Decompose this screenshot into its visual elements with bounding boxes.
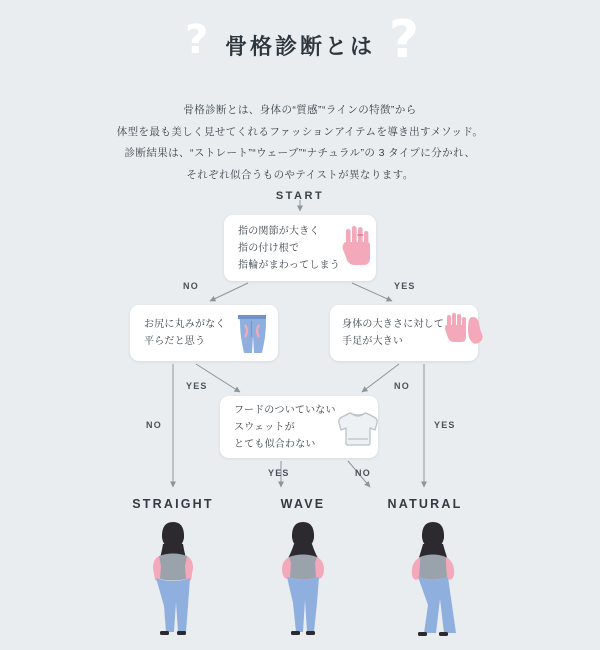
edge-label-q1-no: NO	[183, 281, 199, 291]
title-text: 骨格診断とは	[224, 34, 375, 59]
question-card-q1[interactable]	[224, 215, 376, 281]
question-card-q4-text	[234, 402, 336, 453]
question-card-q3[interactable]	[330, 305, 478, 361]
title-inner	[181, 10, 419, 70]
result-label-straight: STRAIGHT	[132, 497, 214, 511]
result-label-natural: NATURAL	[387, 497, 463, 511]
lead-line-1: 骨格診断とは、身体の“質感”“ラインの特徴”から	[183, 104, 417, 116]
figure-wave	[248, 520, 358, 640]
edge-label-q4-yes: YES	[268, 468, 290, 478]
q4-line-2: スウェットが	[234, 421, 295, 433]
figure-straight	[118, 520, 228, 640]
edge-label-q4-no: NO	[355, 468, 371, 478]
figure-natural	[378, 520, 488, 640]
lead-line-3: 診断結果は、“ストレート”“ウェーブ”“ナチュラル”の 3 タイプに分かれ、	[124, 147, 476, 160]
q1-line-2: 指の付け根で	[238, 242, 300, 254]
q1-line-1: 指の関節が大きく	[238, 225, 320, 237]
jeans-icon	[232, 311, 272, 355]
q3-line-2: 手足が大きい	[342, 336, 404, 347]
hand-foot-icon	[444, 311, 486, 355]
q2-line-1: お尻に丸みがなく	[144, 319, 226, 330]
question-card-q1-text	[238, 223, 340, 274]
result-label-wave: WAVE	[280, 497, 326, 511]
question-card-q2[interactable]	[130, 305, 278, 361]
edge-label-q2-no: NO	[146, 420, 162, 430]
q2-line-2: 平らだと思う	[144, 336, 206, 347]
edge-label-q3-yes: YES	[434, 420, 456, 430]
q1-line-3: 指輪がまわってしまう	[238, 259, 340, 271]
lead-paragraph	[0, 100, 600, 186]
edge-label-q1-yes: YES	[394, 281, 416, 291]
q4-line-3: とても似合わない	[234, 438, 316, 450]
edge-label-q3-no: NO	[394, 381, 410, 391]
question-card-q3-text	[342, 316, 444, 350]
lead-line-4: それぞれ似合うものやテイストが異なります。	[186, 168, 414, 181]
question-card-q2-text	[144, 316, 226, 350]
question-mark-left-icon: ?	[184, 17, 209, 63]
q3-line-1: 身体の大きさに対して	[342, 319, 444, 330]
question-card-q4[interactable]	[220, 396, 378, 458]
page-title	[0, 10, 600, 70]
start-label: START	[275, 190, 325, 202]
sweatshirt-icon	[336, 407, 380, 447]
lead-line-2: 体型を最も美しく見せてくれるファッションアイテムを導き出すメソッド。	[116, 125, 484, 138]
hand-ring-icon	[340, 225, 374, 271]
question-mark-right-icon: ?	[388, 10, 419, 70]
q4-line-1: フードのついていない	[234, 404, 336, 416]
edge-label-q2-yes: YES	[186, 381, 208, 391]
